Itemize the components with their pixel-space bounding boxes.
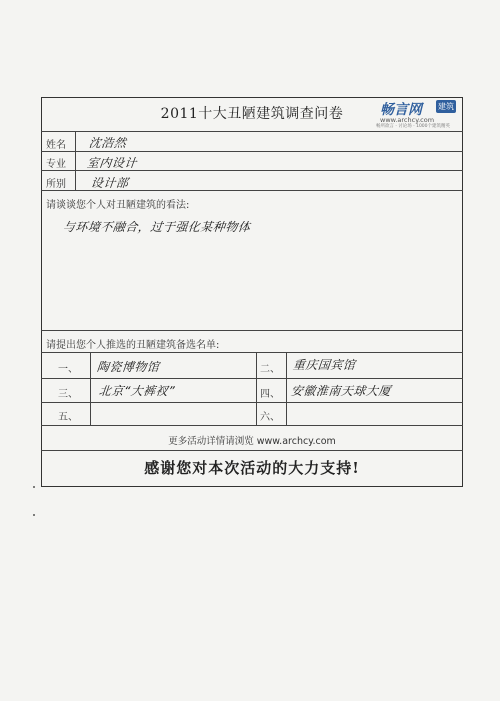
more-info-link: 更多活动详情请浏览 www.archcy.com — [168, 436, 336, 447]
nomination-num: 一、 — [58, 364, 78, 375]
logo-tagline: 畅所欲言 · 讨论场 · 1000个建筑精英 — [376, 124, 451, 129]
name-label: 姓名 — [46, 140, 66, 151]
nomination-num: 二、 — [260, 364, 280, 375]
form-title: 2011十大丑陋建筑调查问卷 — [160, 106, 344, 122]
major-label: 专业 — [46, 159, 66, 170]
opinion-prompt: 请谈谈您个人对丑陋建筑的看法: — [46, 200, 190, 211]
department-label: 所别 — [46, 179, 66, 190]
divider — [41, 378, 463, 379]
nomination-num: 三、 — [58, 389, 78, 400]
nomination-num: 四、 — [260, 389, 280, 400]
logo-badge: 建筑 — [438, 102, 454, 111]
nomination-value: 北京“大裤衩” — [98, 384, 176, 398]
divider — [41, 151, 463, 152]
scan-speck — [33, 486, 35, 488]
name-value: 沈浩然 — [88, 136, 128, 150]
divider — [41, 352, 463, 353]
divider — [41, 402, 463, 403]
nomination-value: 陶瓷博物馆 — [96, 360, 161, 374]
divider — [41, 330, 463, 331]
nomination-num-divider — [286, 352, 287, 425]
survey-form — [41, 97, 463, 487]
divider — [41, 425, 463, 426]
nomination-value: 重庆国宾馆 — [292, 358, 357, 372]
opinion-answer: 与环境不融合，过于强化某种物体 — [62, 220, 252, 234]
nomination-column-divider — [256, 352, 257, 425]
nomination-value: 安徽淮南天球大厦 — [290, 384, 392, 398]
logo-brand: 畅言网 — [380, 102, 422, 118]
department-value: 设计部 — [90, 176, 130, 190]
nomination-num-divider — [90, 352, 91, 425]
nomination-num: 六、 — [260, 412, 280, 423]
nomination-num: 五、 — [58, 412, 78, 423]
field-label-divider — [75, 131, 76, 190]
scan-speck — [33, 514, 35, 516]
divider — [41, 450, 463, 451]
logo-url: www.archcy.com — [380, 116, 435, 124]
archcy-logo — [374, 99, 462, 129]
divider — [41, 131, 463, 132]
major-value: 室内设计 — [86, 156, 138, 170]
nominations-prompt: 请提出您个人推选的丑陋建筑备选名单: — [46, 340, 220, 351]
thanks-message: 感谢您对本次活动的大力支持! — [144, 459, 360, 477]
